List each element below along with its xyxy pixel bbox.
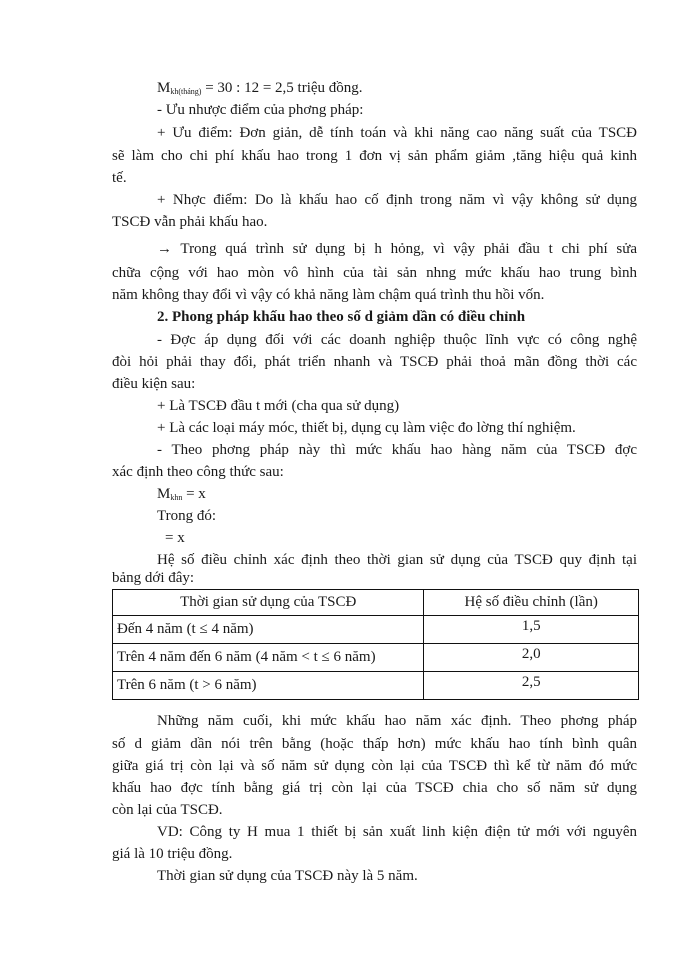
where-label: Trong đó:	[157, 508, 217, 524]
final-years-line-3: giữa giá trị còn lại và số năm sử dụng còn lại của TSCĐ thì kể từ năm đó mức	[112, 758, 637, 774]
table-cell-period: Đến 4 năm (t ≤ 4 năm)	[113, 616, 424, 644]
table-cell-period: Trên 6 năm (t > 6 năm)	[113, 672, 424, 700]
final-years-line-4: khấu hao đợc tính bằng giá trị còn lại của TSCĐ chia cho số năm sử dụng	[112, 780, 637, 796]
table-header-coefficient: Hệ số điều chỉnh (lần)	[424, 590, 639, 616]
final-years-line-5: còn lại của TSCĐ.	[112, 802, 223, 818]
applies-line-3: điều kiện sau:	[112, 376, 196, 392]
table-header-row	[113, 590, 639, 616]
table-cell-coefficient: 2,5	[424, 672, 639, 700]
consequence-line-3: năm không thay đổi vì vậy có khả năng làm chậm quá trình thu hồi vốn.	[112, 287, 545, 303]
example-line-3: Thời gian sử dụng của TSCĐ này là 5 năm.	[157, 868, 418, 884]
table-intro-line-2: bảng dới đây:	[112, 570, 195, 586]
monthly-depreciation-line: $M_{kh(tháng)} = 30$ : 12 = 2,5 triệu đồng.	[157, 80, 363, 96]
method-line-2: xác định theo công thức sau:	[112, 464, 284, 480]
advantage-line-1: + Ưu điểm: Đơn giản, dễ tính toán và khi năng cao năng suất của TSCĐ	[157, 125, 637, 141]
example-line-1: VD: Công ty H mua 1 thiết bị sản xuất linh kiện điện tử mới với nguyên	[157, 824, 637, 840]
final-years-line-1: Những năm cuối, khi mức khấu hao năm xác định. Theo phơng pháp	[157, 713, 637, 729]
applies-line-2: đòi hỏi phải thay đổi, phát triển nhanh và TSCĐ phải thoả mãn đồng thời các	[112, 354, 637, 370]
consequence-line-1: → Trong quá trình sử dụng bị h hỏng, vì vậy phải đầu t chi phí sửa	[157, 241, 637, 257]
formula-line: $M_{khn} = x$	[157, 486, 206, 502]
disadvantage-line-1: + Nhợc điểm: Do là khấu hao cố định trong năm vì vậy không sử dụng	[157, 192, 637, 208]
disadvantage-line-2: TSCĐ vẫn phải khấu hao.	[112, 214, 268, 230]
table-row	[113, 672, 639, 700]
consequence-line-2: chữa cộng với hao mòn vô hình của tài sản nhng mức khấu hao trung bình	[112, 265, 637, 281]
table-cell-period: Trên 4 năm đến 6 năm (4 năm < t ≤ 6 năm)	[113, 644, 424, 672]
condition-1: + Là TSCĐ đầu t mới (cha qua sử dụng)	[157, 398, 400, 414]
advantage-line-2: sẽ làm cho chi phí khấu hao trong 1 đơn vị sản phẩm giảm ,tăng hiệu quả kinh	[112, 148, 637, 164]
table-row	[113, 644, 639, 672]
table-row	[113, 616, 639, 644]
section-heading: 2. Phong pháp khấu hao theo số d giảm dần có điều chỉnh	[157, 309, 526, 325]
table-header-period: Thời gian sử dụng của TSCĐ	[113, 590, 424, 616]
pros-cons-heading: - Ưu nhược điểm của phơng pháp:	[157, 102, 364, 118]
table-cell-coefficient: 2,0	[424, 644, 639, 672]
example-line-2: giá là 10 triệu đồng.	[112, 846, 233, 862]
table-intro-line-1: Hệ số điều chỉnh xác định theo thời gian sử dụng của TSCĐ quy định tại	[157, 552, 637, 568]
condition-2: + Là các loại máy móc, thiết bị, dụng cụ làm việc đo lờng thí nghiệm.	[157, 420, 576, 436]
table-cell-coefficient: 1,5	[424, 616, 639, 644]
final-years-line-2: số d giảm dần nói trên bằng (hoặc thấp hơn) mức khấu hao tính bình quân	[112, 736, 637, 752]
formula-sub-line: = x	[165, 530, 185, 546]
coefficient-table	[112, 589, 639, 700]
applies-line-1: - Đợc áp dụng đối với các doanh nghiệp thuộc lĩnh vực có công nghệ	[157, 332, 637, 348]
advantage-line-3: tế.	[112, 170, 127, 186]
method-line-1: - Theo phơng pháp này thì mức khấu hao hàng năm của TSCĐ đợc	[157, 442, 637, 458]
